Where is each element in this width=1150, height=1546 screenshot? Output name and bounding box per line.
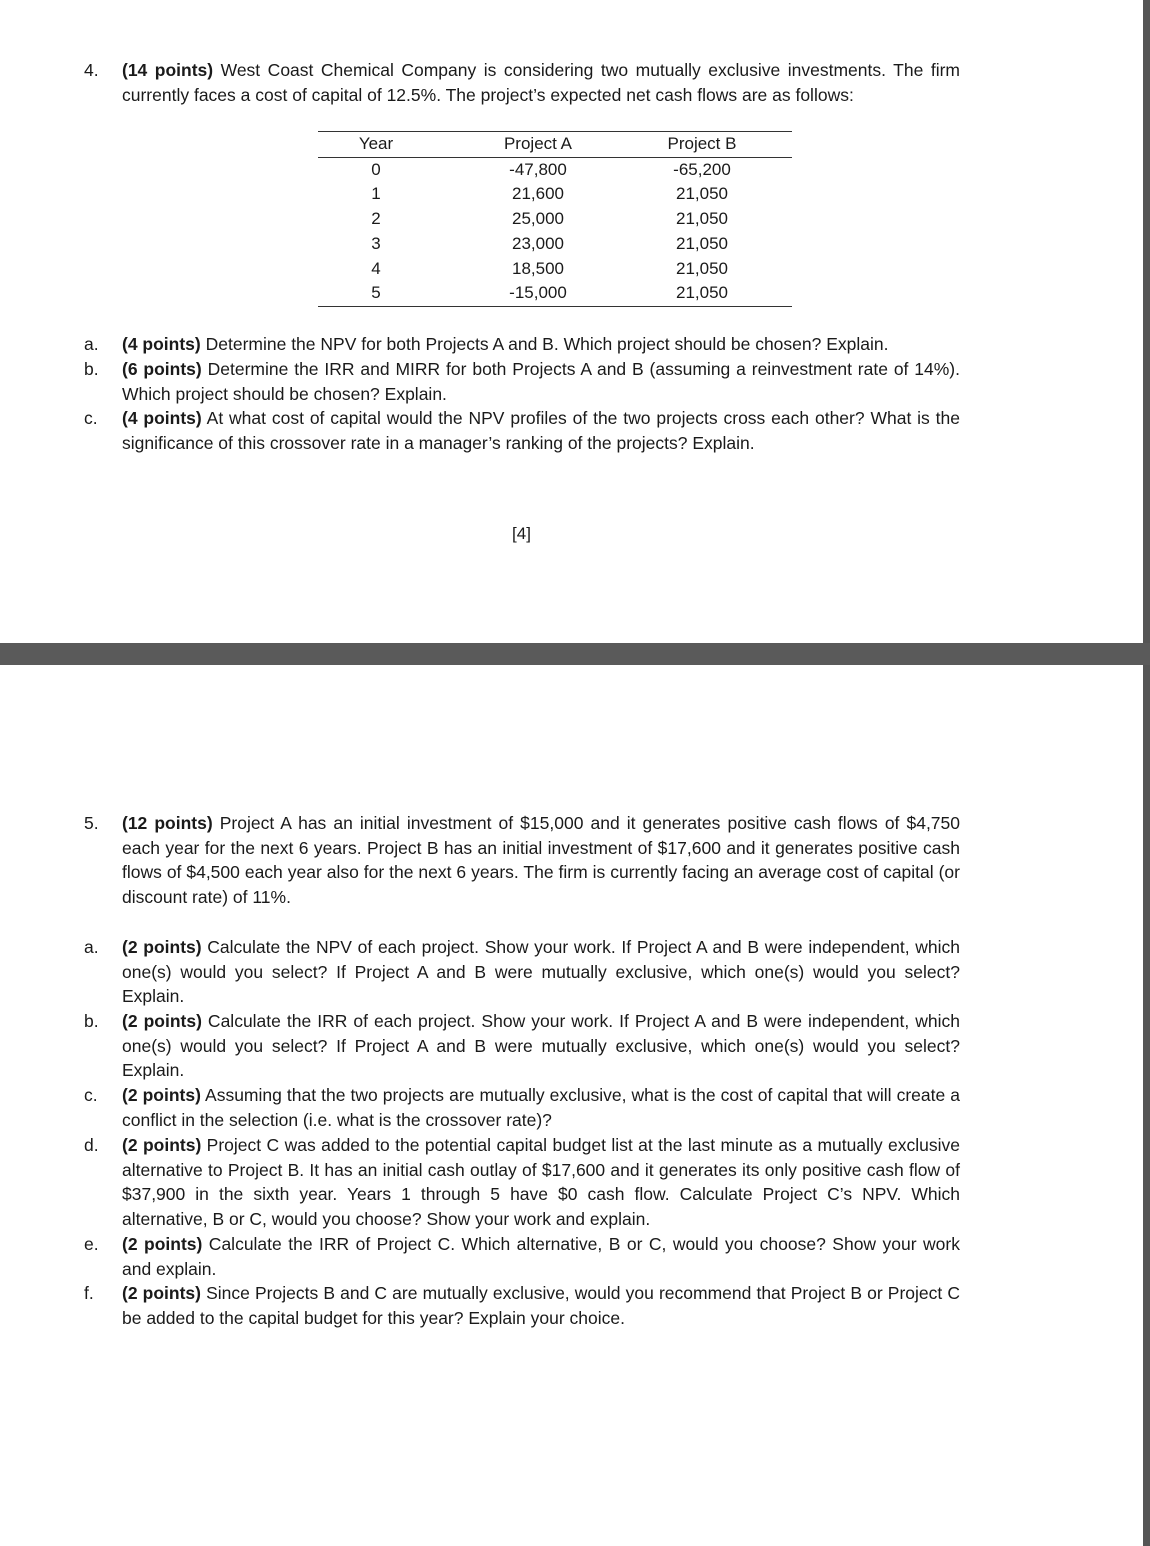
q4-part-b-text: Determine the IRR and MIRR for both Projects A and B (assuming a reinvestment rate of 14%). Which project should be chosen? Explain. [122, 359, 960, 404]
document-page-2 [0, 665, 1143, 1546]
table-row [318, 281, 792, 306]
q5-part-d-points: (2 points) [122, 1135, 202, 1155]
table-row [318, 182, 792, 207]
question-5-points: (12 points) [122, 813, 213, 833]
cell-project-a: 21,600 [512, 184, 564, 204]
q4-part-c [122, 406, 960, 455]
q5-part-f [122, 1281, 960, 1330]
q4-part-a-points: (4 points) [122, 334, 201, 354]
cell-project-b: 21,050 [676, 184, 728, 204]
q5-part-b-text: Calculate the IRR of each project. Show your work. If Project A and B were independent, which one(s) would you select? If Project A and B were mutually exclusive, which one(s) would you select? Explain. [122, 1011, 960, 1081]
q5-part-a-letter: a. [84, 937, 99, 957]
question-4-number: 4. [84, 60, 99, 80]
table-row [318, 257, 792, 282]
cell-year: 1 [371, 184, 381, 204]
viewer-scrollbar-edge [1143, 0, 1150, 1546]
table-row [318, 157, 792, 182]
document-page-1 [0, 0, 1143, 643]
page-number: [4] [512, 524, 531, 543]
q5-part-b-points: (2 points) [122, 1011, 202, 1031]
q5-part-f-points: (2 points) [122, 1283, 201, 1303]
q5-part-a-points: (2 points) [122, 937, 202, 957]
header-project-b: Project B [612, 132, 792, 158]
table-row [318, 207, 792, 232]
q4-part-a [122, 332, 960, 357]
question-4-text [122, 58, 960, 107]
q5-part-b [122, 1009, 960, 1083]
q4-part-c-letter: c. [84, 408, 98, 428]
q5-part-c-points: (2 points) [122, 1085, 201, 1105]
q5-part-c-letter: c. [84, 1085, 98, 1105]
q5-part-d-letter: d. [84, 1135, 99, 1155]
q5-part-c-text: Assuming that the two projects are mutually exclusive, what is the cost of capital that will create a conflict in the selection (i.e. what is the crossover rate)? [122, 1085, 960, 1130]
q4-part-a-letter: a. [84, 334, 99, 354]
cell-year: 2 [371, 209, 381, 229]
question-5-number: 5. [84, 813, 99, 833]
question-5-body: Project A has an initial investment of $15,000 and it generates positive cash flows of $4,750 each year for the next 6 years. Project B has an initial investment of $17,600 and it generates positive cash flows of $4,500 each year also for the next 6 years. The firm is currently facing an average cost of capital (or discount rate) of 11%. [122, 813, 961, 908]
table-header-row [318, 132, 792, 158]
q5-part-d-text: Project C was added to the potential capital budget list at the last minute as a mutually exclusive alternative to Project B. It has an initial cash outlay of $17,600 and it generates its only positive cash flow of $37,900 in the sixth year. Years 1 through 5 have $0 cash flow. Calculate Project C’s NPV. Which alternative, B or C, would you choose? Show your work and explain. [122, 1135, 960, 1230]
q5-part-a [122, 935, 960, 1009]
q5-part-b-letter: b. [84, 1011, 99, 1031]
cell-project-b: 21,050 [676, 209, 728, 229]
table-row [318, 232, 792, 257]
cell-project-b: 21,050 [612, 281, 792, 306]
cell-year: 5 [318, 281, 434, 306]
cell-project-a: 18,500 [512, 258, 564, 278]
q5-part-e [122, 1232, 960, 1281]
question-5-text [122, 811, 960, 910]
q5-part-a-text: Calculate the NPV of each project. Show your work. If Project A and B were independent, which one(s) would you select? If Project A and B were mutually exclusive, which one(s) would you select? Explain. [122, 937, 960, 1007]
q4-part-c-text: At what cost of capital would the NPV profiles of the two projects cross each other? What is the significance of this crossover rate in a manager’s ranking of the projects? Explain. [122, 408, 960, 453]
cell-project-b: -65,200 [673, 159, 731, 179]
question-4-body: West Coast Chemical Company is considering two mutually exclusive investments. The firm currently faces a cost of capital of 12.5%. The project’s expected net cash flows are as follows: [122, 60, 960, 105]
cell-year: 0 [371, 159, 381, 179]
q4-part-a-text: Determine the NPV for both Projects A and B. Which project should be chosen? Explain. [200, 334, 889, 354]
q5-part-f-text: Since Projects B and C are mutually exclusive, would you recommend that Project B or Project C be added to the capital budget for this year? Explain your choice. [122, 1283, 960, 1328]
q5-part-e-letter: e. [84, 1234, 99, 1254]
q4-part-b-points: (6 points) [122, 359, 202, 379]
cell-project-b: 21,050 [676, 233, 728, 253]
cell-year: 3 [371, 233, 381, 253]
q5-part-c [122, 1083, 960, 1132]
cell-project-a: -15,000 [434, 281, 612, 306]
header-year: Year [318, 132, 434, 158]
header-project-a: Project A [434, 132, 612, 158]
cash-flow-table [318, 131, 792, 307]
q4-part-b-letter: b. [84, 359, 99, 379]
cell-project-a: 25,000 [512, 209, 564, 229]
q5-part-e-points: (2 points) [122, 1234, 203, 1254]
cell-project-a: -47,800 [509, 159, 567, 179]
q4-part-b [122, 357, 960, 406]
cell-year: 4 [371, 258, 381, 278]
cell-project-b: 21,050 [676, 258, 728, 278]
q5-part-f-letter: f. [84, 1283, 94, 1303]
q5-part-e-text: Calculate the IRR of Project C. Which alternative, B or C, would you choose? Show your work and explain. [122, 1234, 960, 1279]
question-4-points: (14 points) [122, 60, 214, 80]
cell-project-a: 23,000 [512, 233, 564, 253]
q5-part-d [122, 1133, 960, 1232]
page-separator [0, 643, 1150, 665]
q4-part-c-points: (4 points) [122, 408, 202, 428]
